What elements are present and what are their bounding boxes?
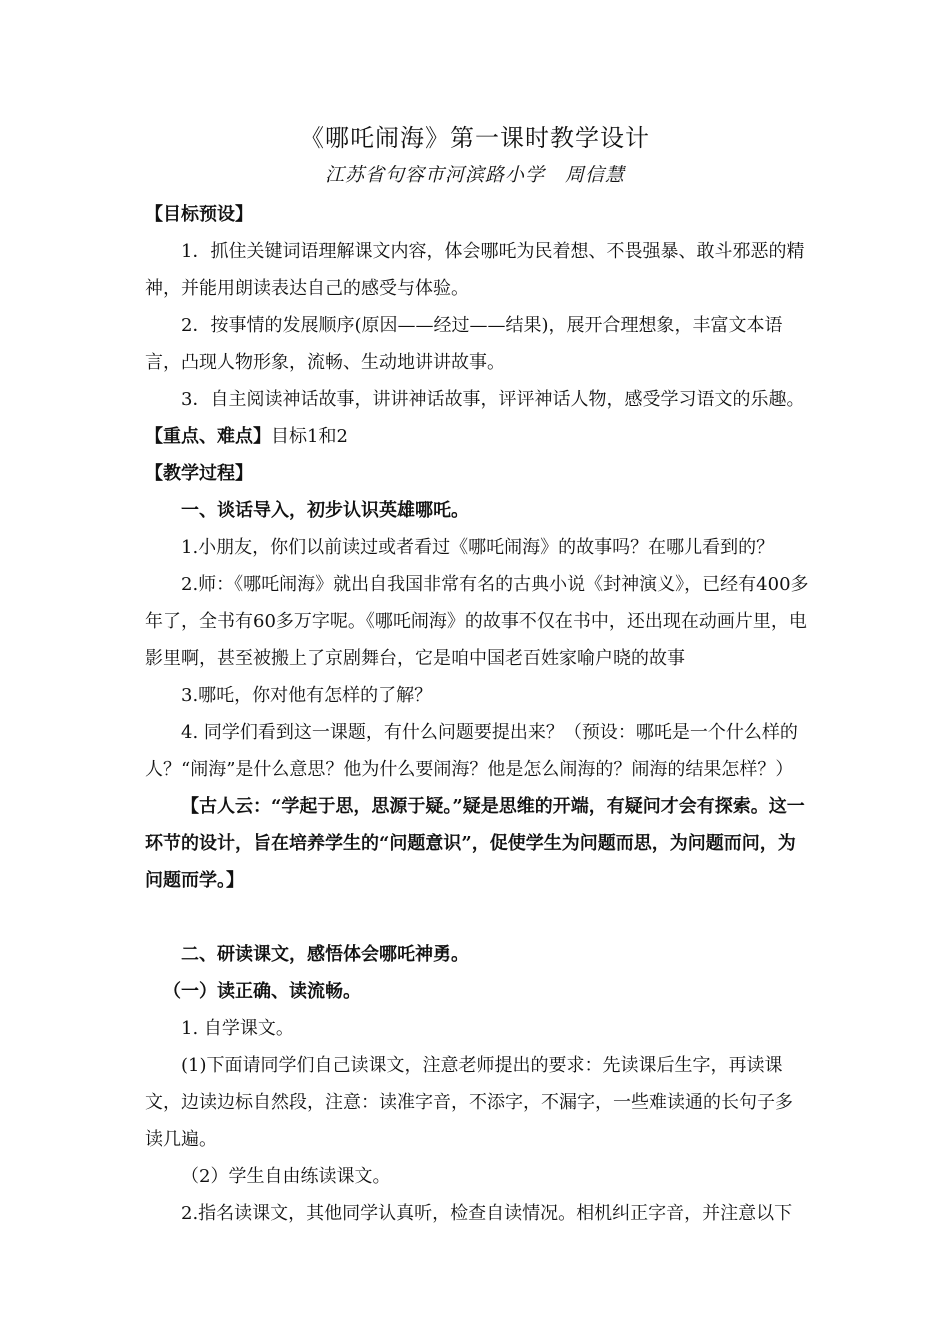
goal-item-2: 2．按事情的发展顺序(原因——经过——结果)，展开合理想象，丰富文本语言，凸现人物形象，流畅、生动地讲讲故事。	[145, 315, 783, 373]
part1-heading: 一、谈话导入，初步认识英雄哪吒。	[181, 500, 469, 521]
part2-item-2: 2.指名读课文，其他同学认真听，检查自读情况。相机纠正字音，并注意以下	[181, 1203, 793, 1224]
spacer	[145, 899, 809, 936]
goals-heading: 【目标预设】	[145, 204, 253, 225]
document-title: 《哪吒闹海》第一课时教学设计	[300, 124, 650, 152]
part1-item-4: 4. 同学们看到这一课题，有什么问题要提出来？（预设：哪吒是一个什么样的人？“闹海”是什么意思？他为什么要闹海？他是怎么闹海的？闹海的结果怎样？）	[145, 722, 798, 780]
part2-item-1a: (1)下面请同学们自己读课文，注意老师提出的要求：先读课后生字，再读课文，边读边标自然段，注意：读准字音，不添字，不漏字，一些难读通的长句子多读几遍。	[145, 1055, 793, 1150]
goal-item-3: 3．自主阅读神话故事，讲讲神话故事，评评神话人物，感受学习语文的乐趣。	[181, 389, 805, 410]
part2-subheading: （一）读正确、读流畅。	[163, 981, 361, 1002]
key-points-text: 目标1和2	[271, 426, 348, 447]
design-note: 【古人云：“学起于思，思源于疑。”疑是思维的开端，有疑问才会有探索。这一环节的设计，旨在培养学生的“问题意识”，促使学生为问题而思，为问题而问，为问题而学。】	[145, 796, 805, 891]
goal-item-1: 1．抓住关键词语理解课文内容，体会哪吒为民着想、不畏强暴、敢斗邪恶的精神，并能用朗读表达自己的感受与体验。	[145, 241, 805, 299]
author-line: 江苏省句容市河滨路小学 周信慧	[324, 164, 625, 186]
part2-heading: 二、研读课文，感悟体会哪吒神勇。	[181, 944, 469, 965]
part1-item-2: 2.师：《哪吒闹海》就出自我国非常有名的古典小说《封神演义》，已经有400多年了，全书有60多万字呢。《哪吒闹海》的故事不仅在书中，还出现在动画片里，电影里啊，甚至被搬上了京剧舞台，它是咱中国老百姓家喻户晓的故事	[145, 574, 809, 669]
document-body	[145, 196, 809, 1232]
part1-item-3: 3.哪吒，你对他有怎样的了解？	[181, 685, 433, 706]
key-points-line	[145, 418, 809, 455]
part2-item-1b: （2）学生自由练读课文。	[181, 1166, 391, 1187]
process-heading: 【教学过程】	[145, 463, 253, 484]
key-points-heading: 【重点、难点】	[145, 426, 271, 447]
part2-item-1: 1. 自学课文。	[181, 1018, 294, 1039]
part1-item-1: 1.小朋友，你们以前读过或者看过《哪吒闹海》的故事吗？在哪儿看到的？	[181, 537, 775, 558]
